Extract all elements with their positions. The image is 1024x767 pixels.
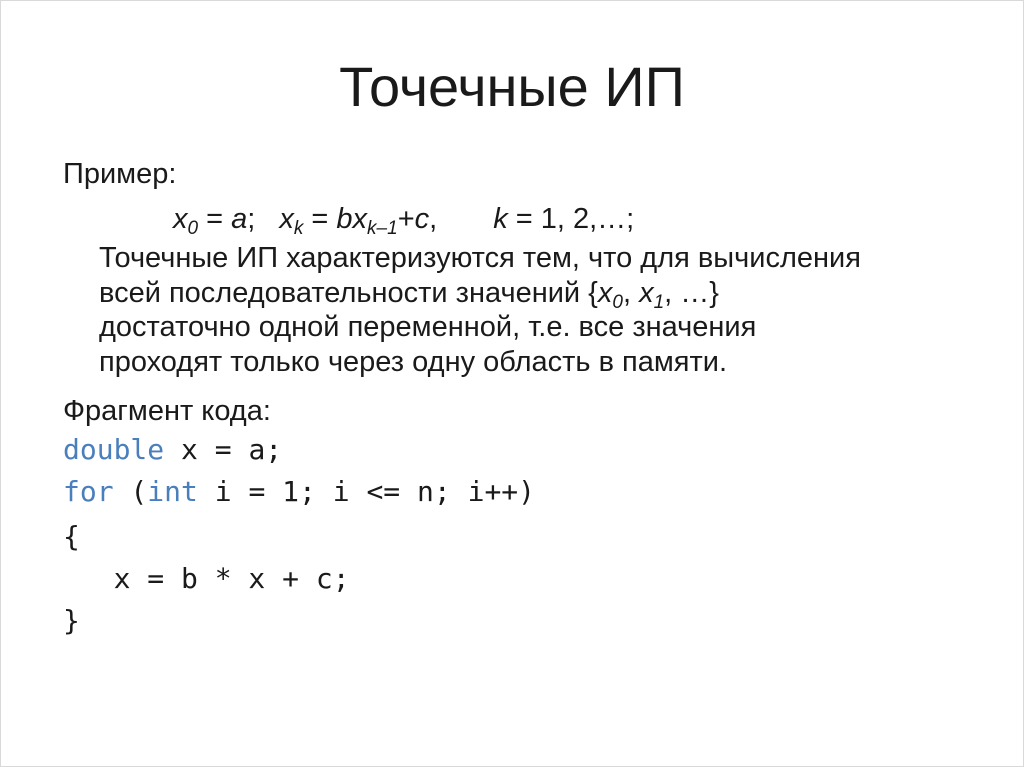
code-line-2: for (int i = 1; i <= n; i++) bbox=[63, 475, 536, 508]
code-line-4: x = b * x + c; bbox=[63, 562, 350, 595]
paragraph-line-1: Точечные ИП характеризуются тем, что для вычисления bbox=[99, 242, 861, 274]
slide-title: Точечные ИП bbox=[339, 55, 685, 118]
fragment-label: Фрагмент кода: bbox=[63, 395, 271, 427]
code-line-5: } bbox=[63, 604, 80, 637]
example-label: Пример: bbox=[63, 158, 177, 190]
description-paragraph bbox=[99, 241, 979, 379]
paragraph-line-2: всей последовательности значений {$x_0$, $x_1$, …} bbox=[99, 276, 719, 313]
formula-xk: $x_k$ bbox=[279, 203, 304, 239]
code-line-3: { bbox=[63, 520, 80, 553]
recurrence-formula: $x_0 = a$; $x_k = bx_{k-1}+c$, k = 1, 2,…; bbox=[173, 203, 635, 239]
paragraph-line-3: достаточно одной переменной, т.е. все значения bbox=[99, 311, 757, 343]
formula-x0: $x_0$ bbox=[173, 203, 199, 239]
paragraph-line-4: проходят только через одну область в памяти. bbox=[99, 345, 728, 378]
code-line-1: double x = a; bbox=[63, 433, 283, 466]
formula-bx: $bx_{k-1}$ bbox=[336, 203, 398, 239]
